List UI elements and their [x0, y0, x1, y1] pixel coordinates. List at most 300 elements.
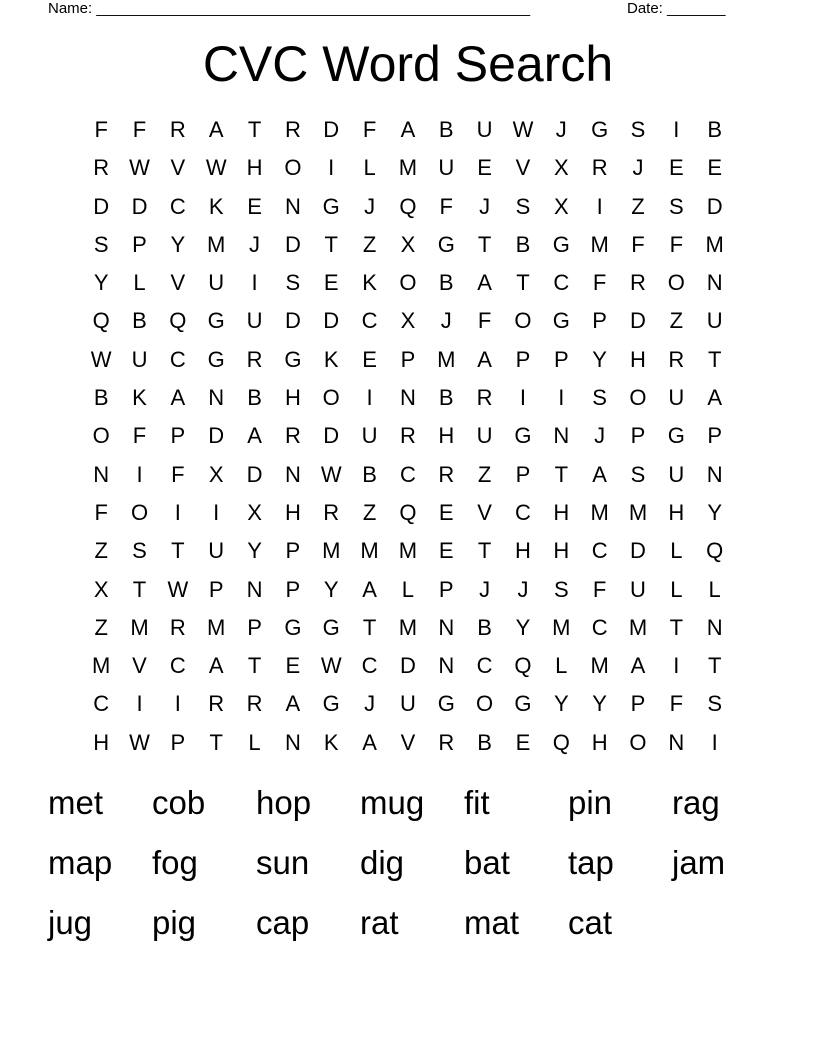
grid-letter[interactable]: E: [323, 270, 339, 296]
grid-letter[interactable]: B: [438, 385, 454, 411]
grid-letter[interactable]: I: [596, 193, 603, 219]
grid-letter[interactable]: X: [208, 461, 224, 487]
grid-letter[interactable]: Y: [323, 576, 339, 602]
grid-letter[interactable]: H: [246, 155, 263, 181]
grid-letter[interactable]: M: [590, 653, 609, 679]
grid-letter[interactable]: I: [711, 729, 718, 755]
grid-letter[interactable]: P: [515, 346, 531, 372]
grid-letter[interactable]: O: [629, 729, 647, 755]
grid-letter[interactable]: E: [247, 193, 262, 219]
grid-letter[interactable]: E: [438, 499, 454, 525]
grid-letter[interactable]: I: [251, 270, 258, 296]
grid-letter[interactable]: O: [629, 385, 647, 411]
word-list-item: pin: [568, 784, 613, 821]
grid-letter[interactable]: W: [205, 155, 227, 181]
grid-letter[interactable]: C: [169, 346, 186, 372]
grid-letter[interactable]: P: [400, 346, 416, 372]
grid-letter[interactable]: C: [476, 653, 493, 679]
grid-letter[interactable]: Y: [93, 270, 109, 296]
grid-letter[interactable]: M: [628, 499, 648, 525]
grid-letter[interactable]: I: [673, 117, 680, 142]
grid-letter[interactable]: D: [131, 193, 148, 219]
grid-letter[interactable]: V: [170, 270, 186, 296]
grid-letter[interactable]: T: [707, 653, 722, 679]
grid-letter[interactable]: V: [515, 155, 531, 181]
grid-letter[interactable]: J: [517, 576, 529, 602]
grid-letter[interactable]: T: [324, 231, 338, 257]
grid-letter[interactable]: M: [398, 538, 418, 564]
grid-letter[interactable]: F: [669, 691, 684, 717]
grid-letter[interactable]: L: [133, 270, 146, 296]
grid-letter[interactable]: N: [284, 193, 301, 219]
grid-letter[interactable]: N: [438, 614, 455, 640]
word-list-item: cat: [568, 904, 613, 941]
grid-letter[interactable]: X: [553, 155, 569, 181]
grid-letter[interactable]: Z: [362, 231, 377, 257]
grid-letter[interactable]: M: [92, 653, 111, 679]
grid-letter[interactable]: L: [670, 538, 683, 564]
grid-letter[interactable]: J: [632, 155, 644, 181]
grid-letter[interactable]: A: [285, 691, 301, 717]
grid-letter[interactable]: P: [170, 729, 186, 755]
grid-letter[interactable]: B: [707, 117, 723, 142]
grid-letter[interactable]: A: [170, 385, 186, 411]
grid-letter[interactable]: P: [132, 231, 147, 257]
grid-letter[interactable]: H: [515, 538, 531, 564]
grid-letter[interactable]: J: [364, 691, 376, 717]
grid-letter[interactable]: V: [170, 155, 186, 181]
grid-letter[interactable]: K: [132, 385, 147, 411]
grid-letter[interactable]: U: [706, 308, 723, 334]
grid-letter[interactable]: H: [93, 729, 110, 755]
grid-letter[interactable]: P: [170, 423, 186, 449]
grid-letter[interactable]: U: [630, 576, 646, 602]
grid-letter[interactable]: H: [591, 729, 608, 755]
grid-letter[interactable]: X: [400, 308, 416, 334]
grid-letter[interactable]: T: [247, 117, 262, 142]
grid-letter[interactable]: Y: [553, 691, 569, 717]
grid-letter[interactable]: E: [477, 155, 492, 181]
grid-letter[interactable]: Z: [669, 308, 684, 334]
grid-letter[interactable]: U: [399, 691, 416, 717]
grid-letter[interactable]: K: [208, 193, 224, 219]
grid-letter[interactable]: P: [247, 614, 262, 640]
grid-letter[interactable]: A: [362, 729, 377, 755]
grid-letter[interactable]: T: [477, 538, 492, 564]
grid-letter[interactable]: P: [592, 308, 607, 334]
grid-letter[interactable]: S: [132, 538, 147, 564]
grid-letter[interactable]: M: [590, 499, 609, 525]
grid-letter[interactable]: O: [284, 155, 302, 181]
grid-letter[interactable]: Q: [399, 499, 417, 525]
grid-letter[interactable]: R: [246, 691, 263, 717]
grid-letter[interactable]: B: [477, 614, 492, 640]
grid-letter[interactable]: X: [553, 193, 569, 219]
grid-letter[interactable]: C: [361, 653, 378, 679]
grid-letter[interactable]: M: [705, 231, 724, 257]
grid-letter[interactable]: Y: [592, 691, 607, 717]
grid-letter[interactable]: S: [285, 270, 301, 296]
grid-letter[interactable]: N: [438, 653, 455, 679]
grid-letter[interactable]: D: [399, 653, 416, 679]
grid-letter[interactable]: W: [320, 653, 342, 679]
grid-letter[interactable]: Q: [92, 308, 110, 334]
word-list-item: fit: [464, 784, 490, 821]
grid-letter[interactable]: U: [131, 346, 148, 372]
grid-letter[interactable]: C: [169, 653, 186, 679]
grid-letter[interactable]: P: [208, 576, 224, 602]
word-list-item: sun: [256, 844, 310, 881]
grid-letter[interactable]: I: [136, 461, 143, 487]
grid-letter[interactable]: G: [322, 193, 340, 219]
grid-letter[interactable]: A: [707, 385, 723, 411]
grid-letter[interactable]: Y: [592, 346, 607, 372]
grid-letter[interactable]: U: [208, 538, 225, 564]
grid-letter[interactable]: I: [213, 499, 220, 525]
grid-letter[interactable]: M: [207, 231, 226, 257]
grid-letter[interactable]: H: [553, 499, 570, 525]
grid-letter[interactable]: P: [630, 691, 646, 717]
grid-letter[interactable]: L: [363, 155, 376, 181]
grid-letter[interactable]: U: [361, 423, 378, 449]
grid-letter[interactable]: Q: [399, 193, 417, 219]
grid-letter[interactable]: I: [366, 385, 373, 411]
grid-letter[interactable]: A: [630, 653, 646, 679]
grid-letter[interactable]: M: [628, 614, 648, 640]
grid-letter[interactable]: D: [630, 538, 646, 564]
grid-letter[interactable]: T: [132, 576, 147, 602]
grid-letter[interactable]: J: [249, 231, 261, 257]
grid-letter[interactable]: T: [477, 231, 492, 257]
grid-letter[interactable]: C: [361, 308, 378, 334]
grid-letter[interactable]: S: [630, 117, 646, 142]
grid-letter[interactable]: P: [553, 346, 569, 372]
grid-letter[interactable]: F: [439, 193, 453, 219]
grid-letter[interactable]: G: [437, 231, 455, 257]
grid-letter[interactable]: Z: [477, 461, 492, 487]
grid-letter[interactable]: A: [477, 346, 492, 372]
grid-letter[interactable]: M: [552, 614, 571, 640]
grid-letter[interactable]: J: [594, 423, 606, 449]
grid-letter[interactable]: F: [631, 231, 645, 257]
grid-letter[interactable]: M: [437, 346, 456, 372]
grid-letter[interactable]: S: [630, 461, 646, 487]
grid-letter[interactable]: Y: [170, 231, 186, 257]
grid-letter[interactable]: L: [401, 576, 415, 602]
grid-letter[interactable]: U: [246, 308, 263, 334]
grid-letter[interactable]: S: [93, 231, 109, 257]
grid-letter[interactable]: F: [592, 576, 607, 602]
grid-letter[interactable]: Z: [631, 193, 645, 219]
grid-letter[interactable]: B: [247, 385, 262, 411]
grid-letter[interactable]: Y: [707, 499, 723, 525]
grid-letter[interactable]: G: [437, 691, 455, 717]
grid-letter[interactable]: K: [362, 270, 377, 296]
grid-letter[interactable]: N: [706, 270, 723, 296]
grid-letter[interactable]: E: [707, 155, 723, 181]
page-title: CVC Word Search: [202, 36, 614, 92]
grid-letter[interactable]: D: [284, 308, 301, 334]
grid-letter[interactable]: E: [515, 729, 531, 755]
grid-letter[interactable]: F: [132, 117, 147, 142]
grid-letter[interactable]: O: [476, 691, 494, 717]
grid-letter[interactable]: F: [94, 117, 108, 142]
grid-letter[interactable]: B: [362, 461, 377, 487]
grid-letter[interactable]: R: [438, 729, 455, 755]
grid-letter[interactable]: G: [207, 346, 225, 372]
grid-letter[interactable]: A: [247, 423, 262, 449]
grid-letter[interactable]: D: [208, 423, 225, 449]
grid-letter[interactable]: B: [93, 385, 109, 411]
grid-letter[interactable]: F: [132, 423, 147, 449]
grid-letter[interactable]: I: [174, 499, 181, 525]
grid-letter[interactable]: G: [552, 231, 570, 257]
grid-letter[interactable]: L: [248, 729, 261, 755]
grid-letter[interactable]: R: [284, 117, 301, 142]
word-list-item: cap: [256, 904, 310, 941]
grid-letter[interactable]: O: [399, 270, 417, 296]
grid-letter[interactable]: D: [323, 117, 340, 142]
grid-letter[interactable]: B: [477, 729, 492, 755]
grid-letter[interactable]: W: [512, 117, 534, 142]
grid-letter[interactable]: R: [438, 461, 455, 487]
grid-letter[interactable]: Y: [515, 614, 531, 640]
grid-letter[interactable]: F: [94, 499, 108, 525]
word-list-item: bat: [464, 844, 510, 881]
grid-letter[interactable]: G: [591, 117, 609, 142]
grid-letter[interactable]: X: [400, 231, 416, 257]
grid-letter[interactable]: S: [515, 193, 531, 219]
grid-letter[interactable]: X: [93, 576, 109, 602]
grid-letter[interactable]: D: [246, 461, 263, 487]
grid-letter[interactable]: R: [323, 499, 340, 525]
grid-letter[interactable]: G: [514, 691, 532, 717]
grid-letter[interactable]: N: [399, 385, 416, 411]
grid-letter[interactable]: H: [438, 423, 455, 449]
grid-letter[interactable]: U: [438, 155, 455, 181]
grid-letter[interactable]: Q: [552, 729, 570, 755]
grid-letter[interactable]: R: [284, 423, 301, 449]
grid-letter[interactable]: W: [129, 729, 150, 755]
grid-letter[interactable]: O: [130, 499, 149, 525]
grid-letter[interactable]: S: [707, 691, 723, 717]
grid-letter[interactable]: R: [93, 155, 110, 181]
grid-letter[interactable]: G: [552, 308, 570, 334]
grid-letter[interactable]: R: [246, 346, 263, 372]
grid-letter[interactable]: O: [322, 385, 340, 411]
grid-letter[interactable]: N: [553, 423, 570, 449]
grid-letter[interactable]: Z: [94, 538, 108, 564]
grid-letter[interactable]: W: [90, 346, 112, 372]
grid-letter[interactable]: M: [398, 155, 418, 181]
grid-letter[interactable]: M: [590, 231, 609, 257]
grid-letter[interactable]: X: [247, 499, 262, 525]
grid-letter[interactable]: G: [514, 423, 532, 449]
grid-letter[interactable]: T: [171, 538, 185, 564]
grid-letter[interactable]: I: [519, 385, 527, 411]
grid-letter[interactable]: R: [476, 385, 493, 411]
grid-letter[interactable]: E: [438, 538, 454, 564]
grid-letter[interactable]: A: [400, 117, 416, 142]
grid-letter[interactable]: R: [169, 117, 186, 142]
grid-letter[interactable]: J: [440, 308, 452, 334]
grid-letter[interactable]: B: [438, 117, 454, 142]
grid-letter[interactable]: S: [668, 193, 684, 219]
grid-letter[interactable]: Q: [706, 538, 724, 564]
grid-letter[interactable]: H: [668, 499, 685, 525]
grid-letter[interactable]: W: [167, 576, 189, 602]
grid-letter[interactable]: G: [284, 346, 302, 372]
grid-letter[interactable]: N: [706, 461, 723, 487]
grid-letter[interactable]: A: [208, 653, 224, 679]
grid-letter[interactable]: Q: [169, 308, 187, 334]
grid-letter[interactable]: I: [136, 691, 143, 717]
grid-letter[interactable]: P: [515, 461, 531, 487]
grid-letter[interactable]: R: [591, 155, 608, 181]
grid-letter[interactable]: C: [515, 499, 531, 525]
grid-letter[interactable]: T: [707, 346, 722, 372]
grid-letter[interactable]: F: [592, 270, 607, 296]
grid-letter[interactable]: D: [323, 308, 340, 334]
grid-letter[interactable]: L: [670, 576, 683, 602]
grid-letter[interactable]: C: [553, 270, 570, 296]
grid-letter[interactable]: Q: [514, 653, 532, 679]
word-list-item: met: [48, 784, 104, 821]
grid-letter[interactable]: Y: [247, 538, 262, 564]
grid-letter[interactable]: R: [169, 614, 186, 640]
grid-letter[interactable]: C: [93, 691, 110, 717]
grid-letter[interactable]: J: [555, 117, 567, 142]
grid-letter[interactable]: N: [93, 461, 110, 487]
word-list-item: cob: [152, 784, 206, 821]
grid-letter[interactable]: J: [479, 193, 491, 219]
grid-letter[interactable]: S: [592, 385, 607, 411]
grid-letter[interactable]: I: [328, 155, 335, 181]
grid-letter[interactable]: D: [284, 231, 301, 257]
grid-letter[interactable]: I: [558, 385, 565, 411]
grid-letter[interactable]: G: [207, 308, 225, 334]
grid-letter[interactable]: U: [668, 461, 685, 487]
grid-letter[interactable]: N: [706, 614, 723, 640]
grid-letter[interactable]: D: [706, 193, 723, 219]
grid-letter[interactable]: R: [668, 346, 685, 372]
grid-letter[interactable]: H: [284, 499, 301, 525]
grid-letter[interactable]: U: [476, 117, 493, 142]
grid-letter[interactable]: M: [360, 538, 379, 564]
grid-letter[interactable]: C: [399, 461, 416, 487]
grid-letter[interactable]: E: [668, 155, 684, 181]
grid-letter[interactable]: N: [668, 729, 685, 755]
grid-letter[interactable]: V: [400, 729, 416, 755]
grid-letter[interactable]: D: [93, 193, 110, 219]
grid-letter[interactable]: P: [630, 423, 646, 449]
grid-letter[interactable]: M: [398, 614, 418, 640]
grid-letter[interactable]: N: [284, 729, 301, 755]
grid-letter[interactable]: T: [669, 614, 684, 640]
grid-letter[interactable]: T: [516, 270, 530, 296]
grid-letter[interactable]: P: [438, 576, 454, 602]
grid-letter[interactable]: B: [132, 308, 147, 334]
grid-letter[interactable]: J: [479, 576, 491, 602]
grid-letter[interactable]: C: [591, 538, 608, 564]
grid-letter[interactable]: I: [673, 653, 680, 679]
grid-letter[interactable]: A: [208, 117, 224, 142]
grid-letter[interactable]: E: [285, 653, 301, 679]
grid-letter[interactable]: F: [669, 231, 684, 257]
grid-letter[interactable]: T: [554, 461, 569, 487]
grid-letter[interactable]: D: [323, 423, 340, 449]
grid-letter[interactable]: G: [322, 691, 340, 717]
grid-letter[interactable]: N: [246, 576, 263, 602]
grid-letter[interactable]: U: [476, 423, 493, 449]
grid-letter[interactable]: R: [399, 423, 416, 449]
grid-letter[interactable]: T: [362, 614, 377, 640]
grid-letter[interactable]: P: [707, 423, 723, 449]
grid-letter[interactable]: N: [284, 461, 301, 487]
grid-letter[interactable]: B: [515, 231, 531, 257]
grid-letter[interactable]: H: [553, 538, 570, 564]
grid-letter[interactable]: G: [322, 614, 340, 640]
grid-letter[interactable]: O: [92, 423, 110, 449]
grid-letter[interactable]: O: [514, 308, 532, 334]
grid-letter[interactable]: J: [364, 193, 376, 219]
grid-letter[interactable]: B: [438, 270, 454, 296]
grid-letter[interactable]: T: [209, 729, 223, 755]
word-list-item: jam: [672, 844, 726, 881]
grid-letter[interactable]: H: [284, 385, 301, 411]
grid-letter[interactable]: Z: [362, 499, 377, 525]
grid-letter[interactable]: T: [247, 653, 262, 679]
grid-letter[interactable]: W: [129, 155, 150, 181]
grid-letter[interactable]: C: [169, 193, 186, 219]
grid-letter[interactable]: F: [171, 461, 185, 487]
grid-letter[interactable]: K: [323, 346, 339, 372]
grid-letter[interactable]: S: [553, 576, 569, 602]
grid-letter[interactable]: L: [708, 576, 721, 602]
grid-letter[interactable]: A: [362, 576, 377, 602]
grid-letter[interactable]: F: [477, 308, 492, 334]
grid-letter[interactable]: A: [592, 461, 607, 487]
grid-letter[interactable]: O: [667, 270, 685, 296]
grid-letter[interactable]: I: [174, 691, 181, 717]
grid-letter[interactable]: P: [285, 538, 301, 564]
grid-letter[interactable]: K: [323, 729, 339, 755]
grid-letter[interactable]: R: [208, 691, 225, 717]
grid-letter[interactable]: F: [362, 117, 377, 142]
grid-letter[interactable]: W: [320, 461, 342, 487]
grid-letter[interactable]: U: [668, 385, 685, 411]
grid-letter[interactable]: M: [130, 614, 149, 640]
grid-letter[interactable]: Z: [94, 614, 108, 640]
grid-letter[interactable]: R: [630, 270, 646, 296]
word-list-item: tap: [568, 844, 614, 881]
grid-letter[interactable]: L: [555, 653, 568, 679]
grid-letter[interactable]: G: [667, 423, 685, 449]
grid-letter[interactable]: N: [208, 385, 225, 411]
grid-letter[interactable]: G: [284, 614, 302, 640]
grid-letter[interactable]: H: [630, 346, 646, 372]
grid-letter[interactable]: U: [208, 270, 225, 296]
grid-letter[interactable]: V: [477, 499, 492, 525]
grid-letter[interactable]: D: [630, 308, 646, 334]
grid-letter[interactable]: V: [132, 653, 147, 679]
grid-letter[interactable]: M: [322, 538, 341, 564]
grid-letter[interactable]: M: [207, 614, 226, 640]
grid-letter[interactable]: P: [285, 576, 301, 602]
grid-letter[interactable]: A: [477, 270, 492, 296]
grid-letter[interactable]: E: [362, 346, 377, 372]
grid-letter[interactable]: C: [591, 614, 608, 640]
